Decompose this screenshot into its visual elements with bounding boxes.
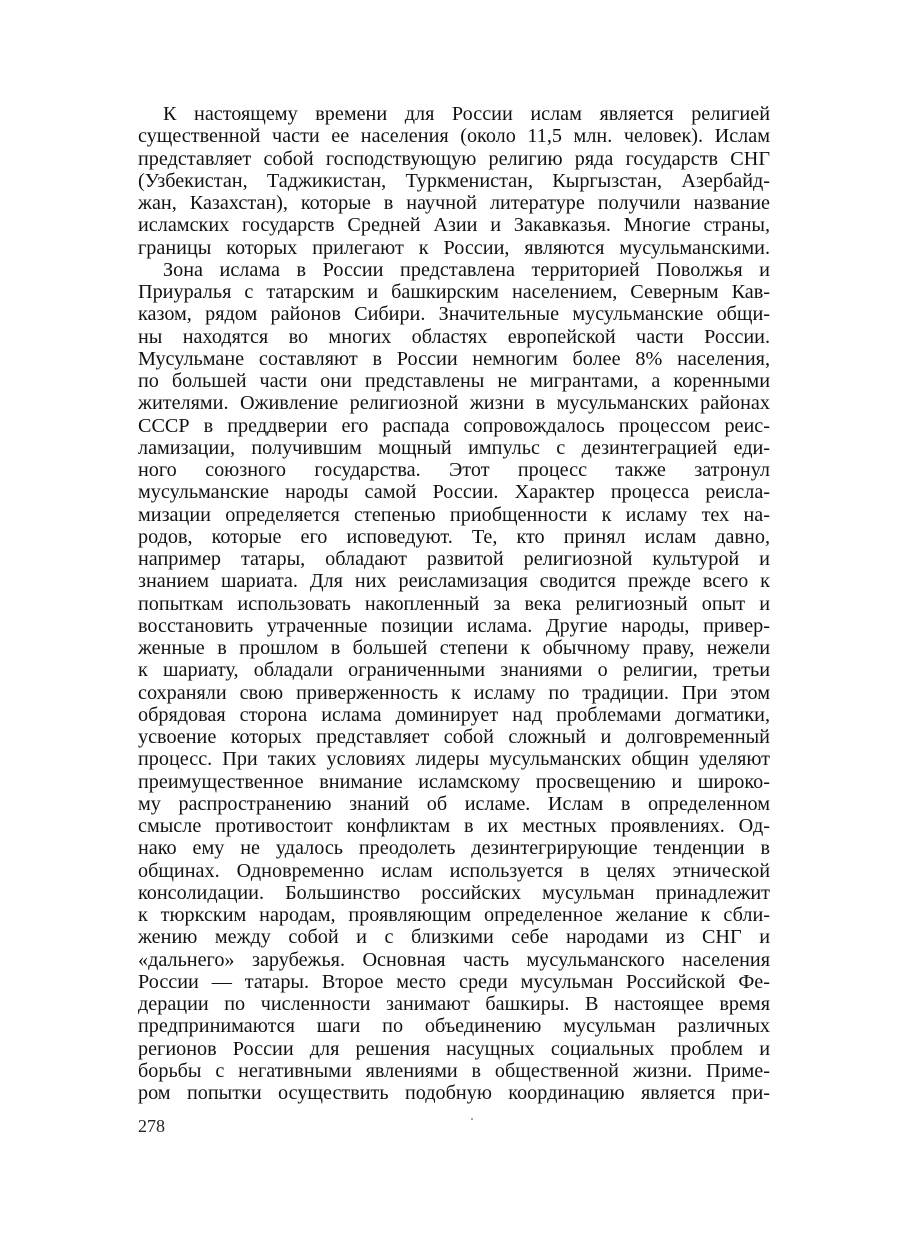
scan-speck — [471, 1118, 473, 1120]
text-line: общинах. Одновременно ислам используется в целях этнической — [138, 859, 770, 882]
text-line: дерации по численности занимают башкиры. В настоящее время — [138, 993, 770, 1015]
text-line: нако ему не удалось преодолеть дезинтегрирующие тенденции в — [138, 837, 770, 860]
text-line: консолидации. Большинство российских мусульман принадлежит — [138, 881, 770, 904]
text-line: (Узбекистан, Таджикистан, Туркменистан, Кыргызстан, Азербайд- — [138, 169, 770, 192]
text-line: смысле противостоит конфликтам в их местных проявлениях. Од- — [138, 815, 770, 837]
text-line: границы которых прилегают к России, являются мусульманскими. — [138, 236, 770, 259]
text-line: например татары, обладают развитой религиозной культурой и — [138, 548, 770, 570]
text-line: Приуралья с татарским и башкирским населением, Северным Кав- — [138, 281, 770, 303]
text-line: обрядовая сторона ислама доминирует над проблемами догматики, — [138, 703, 770, 726]
text-line: исламских государств Средней Азии и Закавказья. Многие страны, — [138, 214, 770, 237]
text-line: восстановить утраченные позиции ислама. Другие народы, привер- — [138, 614, 770, 637]
text-line: му распространению знаний об исламе. Ислам в определенном — [138, 792, 770, 815]
text-line: попыткам использовать накопленный за века религиозный опыт и — [138, 592, 770, 615]
text-line: ного союзного государства. Этот процесс также затронул — [138, 459, 770, 481]
text-line: знанием шариата. Для них реисламизация сводится прежде всего к — [138, 570, 770, 593]
text-line: существенной части ее населения (около 11,5 млн. человек). Ислам — [138, 125, 770, 148]
text-line: усвоение которых представляет собой сложный и долговременный — [138, 726, 770, 748]
text-line: регионов России для решения насущных социальных проблем и — [138, 1037, 770, 1060]
text-line: представляет собой господствующую религию ряда государств СНГ — [138, 147, 770, 170]
text-line: жан, Казахстан), которые в научной литературе получили название — [138, 192, 770, 214]
text-line: жению между собой и с близкими себе народами из СНГ и — [138, 926, 770, 949]
text-line: родов, которые его исповедуют. Те, кто принял ислам давно, — [138, 525, 770, 548]
text-line: к тюркским народам, проявляющим определенное желание к сбли- — [138, 904, 770, 926]
text-line: России — татары. Второе место среди мусульман Российской Фе- — [138, 970, 770, 993]
text-line: преимущественное внимание исламскому просвещению и широко- — [138, 770, 770, 793]
text-line: сохраняли свою приверженность к исламу по традиции. При этом — [138, 681, 770, 704]
text-line: Мусульмане составляют в России немногим более 8% населения, — [138, 347, 770, 370]
text-line: Зона ислама в России представлена территорией Поволжья и — [163, 258, 770, 281]
text-line: мусульманские народы самой России. Характер процесса реисла- — [138, 481, 770, 504]
text-line: мизации определяется степенью приобщенности к исламу тех на- — [138, 503, 770, 526]
text-line: ламизации, получившим мощный импульс с дезинтеграцией еди- — [138, 436, 770, 459]
text-line: борьбы с негативными явлениями в общественной жизни. Приме- — [138, 1059, 770, 1082]
text-line: ром попытки осуществить подобную координацию является при- — [138, 1082, 770, 1104]
text-line: СССР в преддверии его распада сопровождалось процессом реис- — [138, 414, 770, 437]
text-line: ны находятся во многих областях европейской части России. — [138, 325, 770, 348]
text-line: процесс. При таких условиях лидеры мусульманских общин уделяют — [138, 748, 770, 771]
text-line: к шариату, обладали ограниченными знаниями о религии, третьи — [138, 659, 770, 682]
page-number: 278 — [138, 1116, 165, 1136]
text-line: женные в прошлом в большей степени к обычному праву, нежели — [138, 637, 770, 659]
body-text — [138, 103, 770, 1104]
text-line: жителями. Оживление религиозной жизни в мусульманских районах — [138, 392, 770, 415]
text-line: К настоящему времени для России ислам является религией — [163, 103, 770, 125]
text-line: по большей части они представлены не мигрантами, а коренными — [138, 370, 770, 392]
text-line: предпринимаются шаги по объединению мусульман различных — [138, 1015, 770, 1038]
text-line: казом, рядом районов Сибири. Значительные мусульманские общи- — [138, 303, 770, 326]
text-line: «дальнего» зарубежья. Основная часть мусульманского населения — [138, 948, 770, 971]
